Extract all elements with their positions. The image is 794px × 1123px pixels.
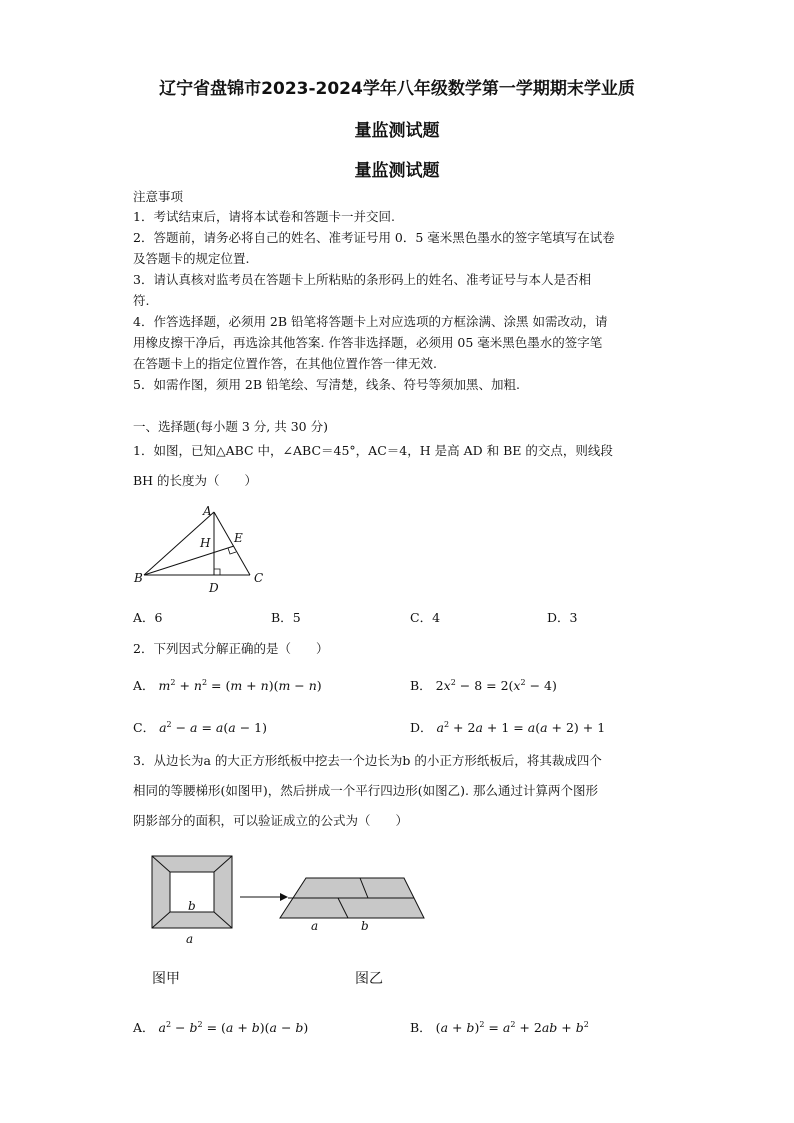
question-3-stem-cont: 相同的等腰梯形(如图甲)，然后拼成一个平行四边形(如图乙). 那么通过计算两个图形 bbox=[133, 783, 598, 798]
label-h: H bbox=[200, 536, 211, 550]
q2-option-a-formula: $m^2 + n^2 = (m + n)(m - n)$ bbox=[158, 677, 322, 693]
label-b-small: b bbox=[188, 899, 196, 913]
label-a-big: a bbox=[186, 932, 194, 946]
option-b-value: 5 bbox=[292, 610, 301, 625]
note-line: 1．考试结束后，请将本试卷和答题卡一并交回. bbox=[133, 209, 395, 224]
page-title-continued: 量监测试题 bbox=[354, 121, 440, 141]
q3-option-a-label: A． bbox=[133, 1020, 155, 1035]
q3-option-b[interactable] bbox=[410, 1018, 589, 1036]
question-1-stem: 1．如图，已知△ABC 中，∠ABC＝45°，AC＝4，H 是高 AD 和 BE 的交点，则线段 bbox=[133, 443, 613, 458]
question-1 bbox=[133, 436, 663, 496]
q2-option-b[interactable] bbox=[410, 676, 557, 694]
section-header: 一、选择题(每小题 3 分, 共 30 分) bbox=[133, 419, 328, 434]
note-line: 2．答题前，请务必将自己的姓名、准考证号用 0．5 毫米黑色墨水的签字笔填写在试卷 bbox=[133, 230, 615, 245]
label-b-para: b bbox=[361, 919, 369, 933]
q2-option-d-label: D． bbox=[410, 720, 433, 735]
note-line: 3．请认真核对监考员在答题卡上所粘贴的条形码上的姓名、准考证号与本人是否相 bbox=[133, 272, 591, 287]
option-d[interactable] bbox=[547, 608, 577, 626]
q2-option-c-formula: $a^2 - a = a(a - 1)$ bbox=[159, 719, 267, 735]
label-e: E bbox=[234, 531, 243, 545]
option-c-label: C． bbox=[410, 610, 433, 625]
option-a-label: A． bbox=[133, 610, 155, 625]
triangle-figure bbox=[130, 500, 270, 600]
label-d: D bbox=[209, 581, 219, 595]
page-title: 辽宁省盘锦市2023-2024学年八年级数学第一学期期末学业质 bbox=[159, 79, 635, 99]
q2-option-b-formula: $2x^2 - 8 = 2(x^2 - 4)$ bbox=[435, 677, 557, 693]
q2-option-d[interactable] bbox=[410, 718, 605, 736]
q3-option-a[interactable] bbox=[133, 1018, 308, 1036]
option-c[interactable] bbox=[410, 608, 440, 626]
option-b-label: B． bbox=[271, 610, 293, 625]
option-c-value: 4 bbox=[432, 610, 441, 625]
option-a-value: 6 bbox=[154, 610, 163, 625]
note-line: 4．作答选择题，必须用 2B 铅笔将答题卡上对应选项的方框涂满、涂黑 如需改动，请 bbox=[133, 314, 608, 329]
option-a[interactable] bbox=[133, 608, 162, 626]
option-d-value: 3 bbox=[569, 610, 578, 625]
option-d-label: D． bbox=[547, 610, 570, 625]
q3-option-b-formula: $(a + b)^2 = a^2 + 2ab + b^2$ bbox=[435, 1019, 589, 1035]
question-3-stem-cont2: 阴影部分的面积，可以验证成立的公式为（ ） bbox=[133, 813, 409, 828]
note-line: 5．如需作图，须用 2B 铅笔绘、写清楚，线条、符号等须加黑、加粗. bbox=[133, 377, 521, 392]
q2-option-d-formula: $a^2 + 2a + 1 = a(a + 2) + 1$ bbox=[436, 719, 606, 735]
notes-list bbox=[133, 206, 663, 395]
note-line: 在答题卡上的指定位置作答，在其他位置作答一律无效. bbox=[133, 356, 437, 371]
note-line: 用橡皮擦干净后，再选涂其他答案. 作答非选择题，必须用 05 毫米黑色墨水的签字笔 bbox=[133, 335, 603, 350]
q2-option-c[interactable] bbox=[133, 718, 267, 736]
caption-figure-right: 图乙 bbox=[355, 971, 383, 987]
question-3-stem: 3．从边长为a 的大正方形纸板中挖去一个边长为b 的小正方形纸板后，将其裁成四个 bbox=[133, 753, 602, 768]
label-c: C bbox=[254, 571, 264, 585]
page-subtitle: 量监测试题 bbox=[354, 161, 440, 181]
q3-option-a-formula: $a^2 - b^2 = (a + b)(a - b)$ bbox=[158, 1019, 309, 1035]
option-b[interactable] bbox=[271, 608, 301, 626]
label-a: A bbox=[203, 504, 212, 518]
notes-heading: 注意事项 bbox=[133, 189, 184, 204]
q3-option-b-label: B． bbox=[410, 1020, 432, 1035]
label-a-para: a bbox=[311, 919, 319, 933]
q2-option-a[interactable] bbox=[133, 676, 322, 694]
q2-option-c-label: C． bbox=[133, 720, 156, 735]
q2-option-a-label: A． bbox=[133, 678, 155, 693]
label-b: B bbox=[134, 571, 143, 585]
note-line: 及答题卡的规定位置. bbox=[133, 251, 250, 266]
question-3 bbox=[133, 746, 663, 836]
question-1-stem-cont: BH 的长度为（ ） bbox=[133, 473, 258, 488]
q2-option-b-label: B． bbox=[410, 678, 432, 693]
note-line: 符. bbox=[133, 293, 150, 308]
figure-square-frame bbox=[148, 852, 448, 952]
question-2-stem: 2．下列因式分解正确的是（ ） bbox=[133, 641, 329, 656]
caption-figure-left: 图甲 bbox=[152, 971, 180, 987]
